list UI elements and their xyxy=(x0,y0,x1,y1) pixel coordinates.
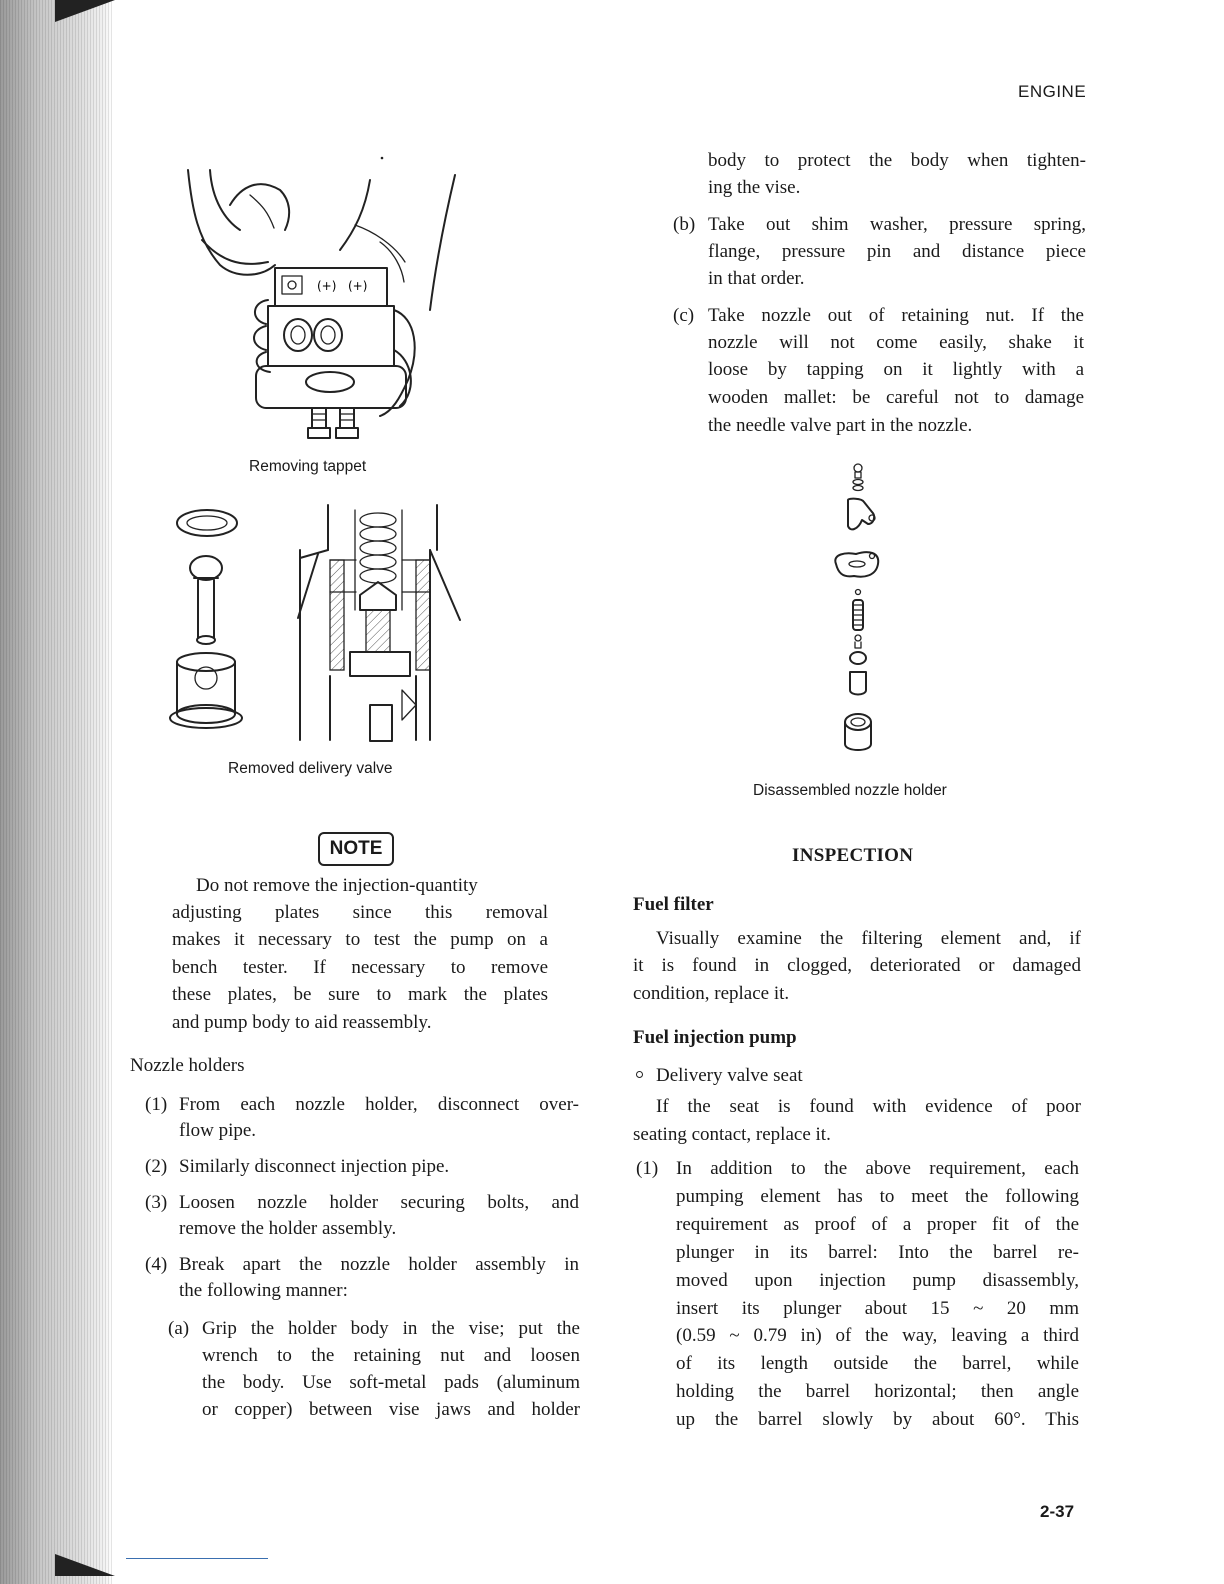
seat-line: seating contact, replace it. xyxy=(633,1124,831,1145)
note-label: NOTE xyxy=(318,832,394,866)
step-label: (3) xyxy=(145,1192,168,1213)
note-line: and pump body to aid reassembly. xyxy=(172,1012,432,1033)
step-line: In addition to the above requirement, each xyxy=(676,1158,1079,1179)
substep-a xyxy=(168,1316,588,1426)
substep-line: wrench to the retaining nut and loosen xyxy=(202,1345,580,1366)
svg-text:(+): (+) xyxy=(317,279,337,293)
step-line: remove the holder assembly. xyxy=(179,1218,397,1239)
seat-line: If the seat is found with evidence of poor xyxy=(656,1096,1081,1117)
step-label: (2) xyxy=(145,1156,168,1177)
caption-removing-tappet: Removing tappet xyxy=(249,458,367,475)
step-line: pumping element has to meet the following xyxy=(676,1186,1079,1207)
step-line: plunger in its barrel: Into the barrel re- xyxy=(676,1242,1079,1263)
inspection-step-1 xyxy=(636,1156,1081,1436)
corner-mark-top xyxy=(55,0,115,22)
nozzle-holders-heading: Nozzle holders xyxy=(130,1055,245,1076)
section-header: ENGINE xyxy=(1018,82,1087,101)
substep-b xyxy=(673,212,1088,296)
substep-line: the needle valve part in the nozzle. xyxy=(708,415,973,436)
inspection-title: INSPECTION xyxy=(792,845,914,866)
substep-line: ing the vise. xyxy=(708,177,801,198)
delivery-valve-cross-section-icon xyxy=(170,500,480,750)
step-label: (4) xyxy=(145,1254,168,1275)
substep-label: (b) xyxy=(673,214,696,235)
fuel-filter-heading: Fuel filter xyxy=(633,894,714,915)
step-line: of its length outside the barrel, while xyxy=(676,1353,1079,1374)
step-label: (1) xyxy=(636,1158,659,1179)
note-line: adjusting plates since this removal xyxy=(172,902,548,923)
substep-line: in that order. xyxy=(708,268,805,289)
step-line: requirement as proof of a proper fit of the xyxy=(676,1214,1079,1235)
step-line: the following manner: xyxy=(179,1280,348,1301)
caption-nozzle-holder: Disassembled nozzle holder xyxy=(753,782,947,799)
step-line: Break apart the nozzle holder assembly in xyxy=(179,1254,579,1275)
substep-line: nozzle will not come easily, shake it xyxy=(708,332,1084,353)
footer-rule xyxy=(126,1558,268,1559)
substep-c xyxy=(673,303,1088,443)
substep-line: Grip the holder body in the vise; put the xyxy=(202,1318,580,1339)
fuel-injection-pump-heading: Fuel injection pump xyxy=(633,1027,797,1048)
step-line: (0.59 ~ 0.79 in) of the way, leaving a third xyxy=(676,1325,1079,1346)
step-2 xyxy=(145,1154,585,1182)
step-1 xyxy=(145,1092,585,1148)
step-4 xyxy=(145,1252,585,1308)
step-line: From each nozzle holder, disconnect over- xyxy=(179,1094,579,1115)
step-3 xyxy=(145,1190,585,1246)
step-line: Loosen nozzle holder securing bolts, and xyxy=(179,1192,579,1213)
substep-line: or copper) between vise jaws and holder xyxy=(202,1399,580,1420)
substep-line: flange, pressure pin and distance piece xyxy=(708,241,1086,262)
substep-line: wooden mallet: be careful not to damage xyxy=(708,387,1084,408)
step-line: Similarly disconnect injection pipe. xyxy=(179,1156,450,1177)
step-line: flow pipe. xyxy=(179,1120,257,1141)
substep-line: Take out shim washer, pressure spring, xyxy=(708,214,1086,235)
page-number: 2-37 xyxy=(1040,1502,1075,1521)
svg-text:(+): (+) xyxy=(348,279,368,293)
step-line: moved upon injection pump disassembly, xyxy=(676,1270,1079,1291)
step-line: insert its plunger about 15 ~ 20 mm xyxy=(676,1298,1079,1319)
note-line: these plates, be sure to mark the plates xyxy=(172,984,548,1005)
bullet-delivery-valve-seat: Delivery valve seat xyxy=(656,1065,803,1086)
binding-shadow xyxy=(0,0,112,1584)
substep-a-continued xyxy=(708,148,1088,204)
corner-mark-bottom xyxy=(55,1554,115,1576)
substep-line: the body. Use soft-metal pads (aluminum xyxy=(202,1372,580,1393)
step-line: up the barrel slowly by about 60°. This xyxy=(676,1409,1079,1430)
nozzle-holder-parts-icon xyxy=(828,460,888,756)
substep-label: (a) xyxy=(168,1318,190,1339)
fuel-filter-line: Visually examine the filtering element and, if xyxy=(656,928,1081,949)
substep-line: loose by tapping on it lightly with a xyxy=(708,359,1084,380)
fuel-filter-line: condition, replace it. xyxy=(633,983,790,1004)
step-label: (1) xyxy=(145,1094,168,1115)
step-line: holding the barrel horizontal; then angle xyxy=(676,1381,1079,1402)
fuel-filter-line: it is found in clogged, deteriorated or damaged xyxy=(633,955,1081,976)
substep-line: Take nozzle out of retaining nut. If the xyxy=(708,305,1084,326)
note-line: bench tester. If necessary to remove xyxy=(172,957,548,978)
note-line: makes it necessary to test the pump on a xyxy=(172,929,548,950)
note-line: Do not remove the injection-quantity xyxy=(196,875,478,896)
caption-delivery-valve: Removed delivery valve xyxy=(228,760,393,777)
substep-label: (c) xyxy=(673,305,695,326)
hands-holding-pump-icon xyxy=(180,150,460,450)
bullet-dot xyxy=(636,1071,643,1078)
substep-line: body to protect the body when tighten- xyxy=(708,150,1086,171)
